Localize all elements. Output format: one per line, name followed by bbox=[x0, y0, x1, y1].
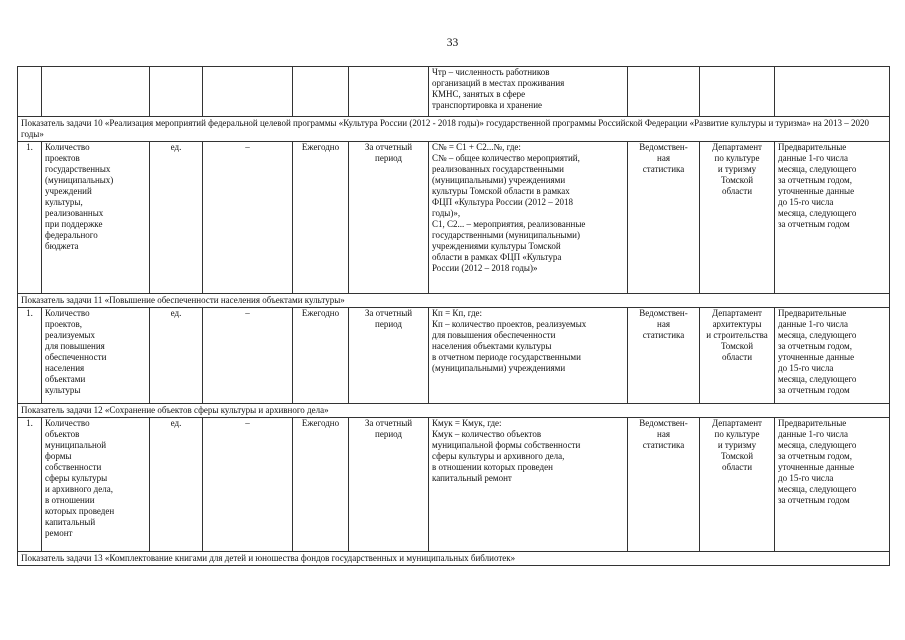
responsible-department: Департамент по культуре и туризму Томской области bbox=[700, 418, 775, 552]
indicators-table bbox=[17, 66, 890, 566]
section-heading-row bbox=[18, 552, 890, 566]
cell-empty bbox=[203, 67, 293, 117]
formula: Кмук = Кмук, где: Кмук – количество объектов муниципальной формы собственности сферы культуры и архивного дела, в отношении которых проведен капитальный ремонт bbox=[429, 418, 628, 552]
cell-empty bbox=[42, 67, 150, 117]
section-heading-row bbox=[18, 117, 890, 142]
indicator-name: Количество объектов муниципальной формы собственности сферы культуры и архивного дела, в отношении которых проведен капитальный ремонт bbox=[42, 418, 150, 552]
section-heading-row bbox=[18, 404, 890, 418]
table-row bbox=[18, 142, 890, 294]
responsible-department: Департамент по культуре и туризму Томской области bbox=[700, 142, 775, 294]
dash-cell: – bbox=[203, 142, 293, 294]
cell-empty bbox=[700, 67, 775, 117]
row-number: 1. bbox=[18, 142, 42, 294]
cell-empty bbox=[349, 67, 429, 117]
responsible-department: Департамент архитектуры и строительства Томской области bbox=[700, 308, 775, 404]
data-source: Ведомствен- ная статистика bbox=[628, 418, 700, 552]
reporting-period: За отчетный период bbox=[349, 308, 429, 404]
unit: ед. bbox=[150, 142, 203, 294]
unit: ед. bbox=[150, 418, 203, 552]
cell-empty bbox=[18, 67, 42, 117]
dash-cell: – bbox=[203, 418, 293, 552]
row-number: 1. bbox=[18, 308, 42, 404]
cell-empty bbox=[775, 67, 890, 117]
periodicity: Ежегодно bbox=[293, 142, 349, 294]
section-heading-11: Показатель задачи 11 «Повышение обеспеченности населения объектами культуры» bbox=[18, 294, 890, 308]
section-heading-12: Показатель задачи 12 «Сохранение объектов сферы культуры и архивного дела» bbox=[18, 404, 890, 418]
dash-cell: – bbox=[203, 308, 293, 404]
formula: Кп = Кп, где: Кп – количество проектов, реализуемых для повышения обеспеченности населения объектами культуры в отчетном периоде государственными (муниципальными) учреждениями bbox=[429, 308, 628, 404]
reporting-period: За отчетный период bbox=[349, 418, 429, 552]
table-row bbox=[18, 308, 890, 404]
indicator-name: Количество проектов государственных (муниципальных) учреждений культуры, реализованных при поддержке федерального бюджета bbox=[42, 142, 150, 294]
cell-empty bbox=[628, 67, 700, 117]
section-heading-row bbox=[18, 294, 890, 308]
page-number: 33 bbox=[446, 37, 459, 49]
deadline: Предварительные данные 1-го числа месяца, следующего за отчетным годом, уточненные данные до 15-го числа месяца, следующего за отчетным годом bbox=[775, 418, 890, 552]
formula: C№ = C1 + C2...№, где: C№ – общее количество мероприятий, реализованных государственными (муниципальными) учреждениями культуры Томской области в рамках ФЦП «Культура России (2012 – 2018 годы)», C1, C2... – мероприятия, реализованные государственными (муниципальными) учреждениями культуры Томской области в рамках ФЦП «Культура России (2012 – 2018 годы)» bbox=[429, 142, 628, 294]
section-heading-13: Показатель задачи 13 «Комплектование книгами для детей и юношества фондов государственных и муниципальных библиотек» bbox=[18, 552, 890, 566]
reporting-period: За отчетный период bbox=[349, 142, 429, 294]
continuation-row bbox=[18, 67, 890, 117]
formula-cell: Чтр – численность работников организаций в местах проживания КМНС, занятых в сфере транспортировка и хранение bbox=[429, 67, 628, 117]
row-number: 1. bbox=[18, 418, 42, 552]
cell-empty bbox=[293, 67, 349, 117]
section-heading-10: Показатель задачи 10 «Реализация мероприятий федеральной целевой программы «Культура России (2012 - 2018 годы)» государственной программы Российской Федерации «Развитие культуры и туризма» на 2013 – 2020 годы» bbox=[18, 117, 890, 142]
unit: ед. bbox=[150, 308, 203, 404]
deadline: Предварительные данные 1-го числа месяца, следующего за отчетным годом, уточненные данные до 15-го числа месяца, следующего за отчетным годом bbox=[775, 308, 890, 404]
cell-empty bbox=[150, 67, 203, 117]
data-source: Ведомствен- ная статистика bbox=[628, 142, 700, 294]
indicator-name: Количество проектов, реализуемых для повышения обеспеченности населения объектами культуры bbox=[42, 308, 150, 404]
deadline: Предварительные данные 1-го числа месяца, следующего за отчетным годом, уточненные данные до 15-го числа месяца, следующего за отчетным годом bbox=[775, 142, 890, 294]
table-row bbox=[18, 418, 890, 552]
periodicity: Ежегодно bbox=[293, 418, 349, 552]
data-source: Ведомствен- ная статистика bbox=[628, 308, 700, 404]
periodicity: Ежегодно bbox=[293, 308, 349, 404]
